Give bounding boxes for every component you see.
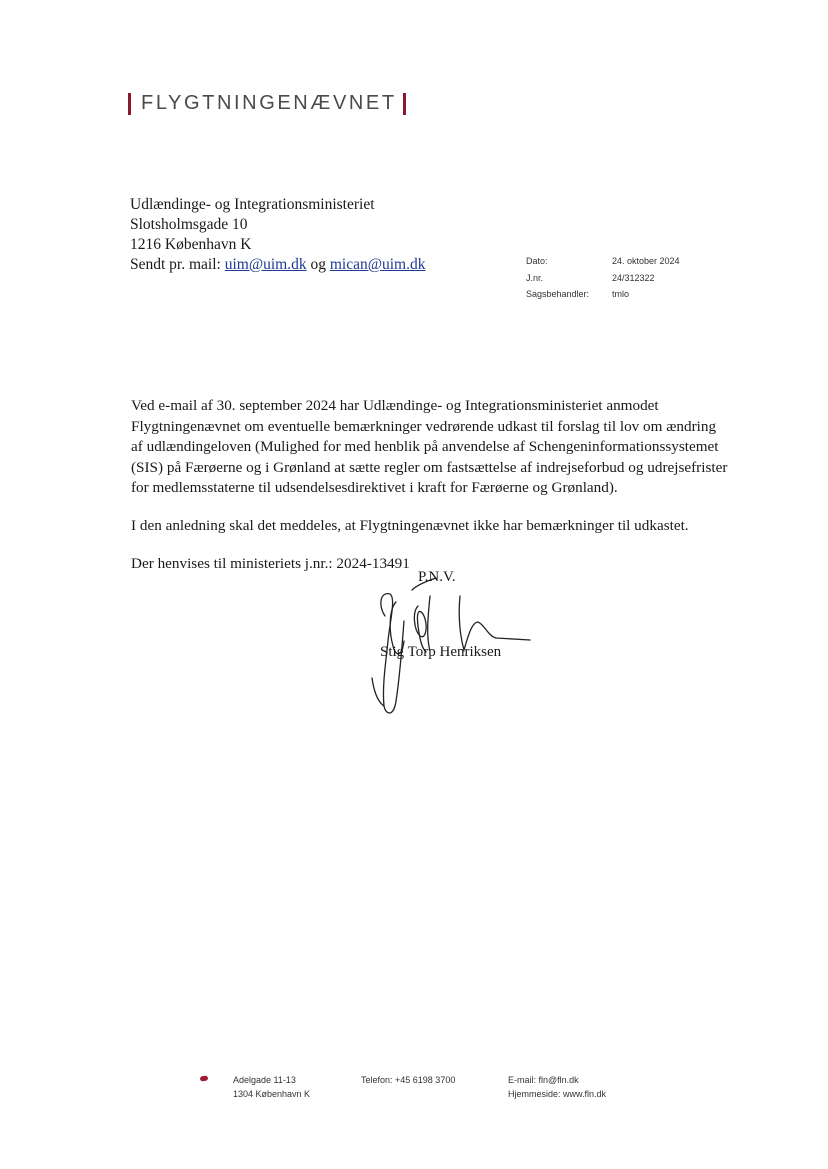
letter-body: [131, 396, 731, 591]
recipient-street: Slotsholmsgade 10: [130, 216, 248, 233]
footer-contact: [508, 1073, 606, 1101]
footer-email: E-mail: fln@fln.dk: [508, 1075, 579, 1085]
logo-text: FLYGTNINGENÆVNET: [141, 92, 397, 114]
footer-address: [233, 1073, 310, 1101]
handler-label: Sagsbehandler:: [526, 289, 590, 300]
signature-block: [360, 566, 550, 726]
logo-right-bar: [403, 93, 406, 115]
meta-row-jnr: [526, 270, 680, 287]
mail-connector: og: [310, 256, 326, 273]
meta-row-handler: [526, 286, 680, 303]
recipient-mail-line: [130, 255, 425, 275]
handler-value: tmlo: [612, 289, 630, 300]
case-metadata: [526, 253, 680, 303]
body-paragraph-1: Ved e-mail af 30. september 2024 har Udlændinge- og Integrationsministeriet anmodet Flygtningenævnet om eventuelle bemærkninger vedrørende udkast til forslag til lov om ændring af udlændingeloven (Mulighed for med henblik på anvendelse af Schengeninformationssystemet (SIS) på Færøerne og i Grønland at sætte regler om fastsættelse af indrejseforbud og udrejsefrister for medlemsstaterne til udsendelsesdirektivet i kraft for Færøerne og Grønland).: [131, 397, 728, 497]
date-value: 24. oktober 2024: [612, 256, 680, 267]
recipient-city: 1216 København K: [130, 236, 252, 253]
body-paragraph-3: Der henvises til ministeriets j.nr.: 2024-13491: [131, 554, 410, 572]
recipient-address: [130, 195, 425, 275]
letterhead-logo: [128, 92, 406, 115]
footer-address-city: 1304 København K: [233, 1089, 311, 1099]
footer-address-street: Adelgade 11-13: [233, 1075, 296, 1085]
meta-row-date: [526, 253, 680, 270]
pnv-text: P.N.V.: [418, 569, 456, 585]
email-link-mican[interactable]: mican@uim.dk: [329, 256, 426, 273]
signatory-name: Stig Torp Henriksen: [380, 644, 502, 660]
body-paragraph-2: I den anledning skal det meddeles, at Flygtningenævnet ikke har bemærkninger til udkastet.: [131, 516, 689, 534]
logo-left-bar: [128, 93, 131, 115]
footer-bullet-icon: [200, 1075, 209, 1081]
date-label: Dato:: [526, 256, 548, 267]
jnr-label: J.nr.: [526, 272, 544, 283]
jnr-value: 24/312322: [612, 272, 655, 283]
mail-prefix: Sendt pr. mail:: [130, 256, 221, 273]
footer-phone: Telefon: +45 6198 3700: [361, 1075, 456, 1085]
email-link-uim[interactable]: uim@uim.dk: [224, 256, 307, 273]
footer-website: Hjemmeside: www.fln.dk: [508, 1089, 607, 1099]
recipient-name: Udlændinge- og Integrationsministeriet: [130, 196, 375, 213]
